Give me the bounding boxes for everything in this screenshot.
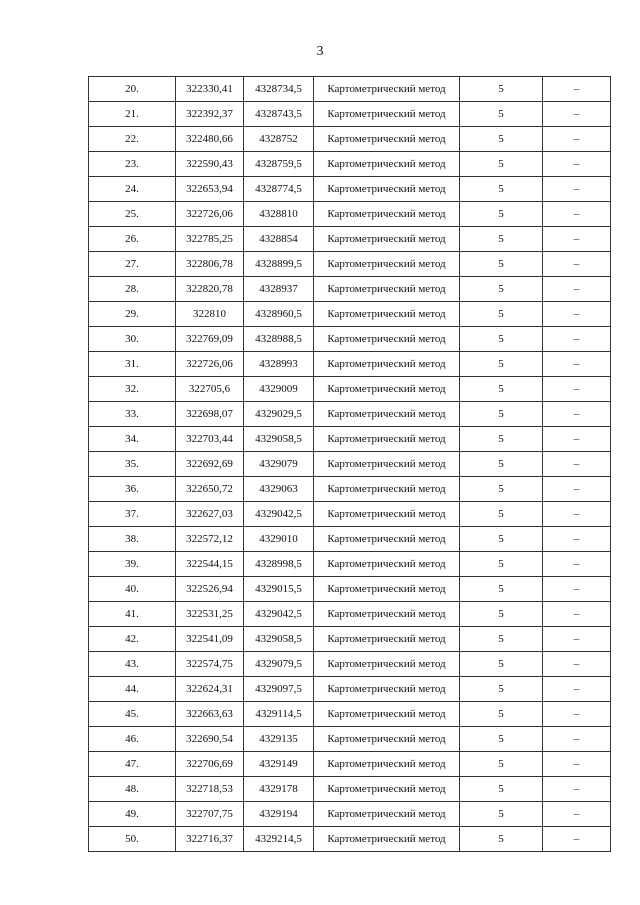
table-cell-note: –	[543, 652, 611, 677]
table-cell-note: –	[543, 677, 611, 702]
table-cell-note: –	[543, 827, 611, 852]
table-cell-accuracy: 5	[460, 702, 543, 727]
table-cell-accuracy: 5	[460, 502, 543, 527]
table-cell-method: Картометрический метод	[314, 702, 460, 727]
table-cell-number: 50.	[89, 827, 176, 852]
table-row	[89, 577, 611, 602]
table-cell-number: 25.	[89, 202, 176, 227]
table-cell-note: –	[543, 277, 611, 302]
table-cell-number: 45.	[89, 702, 176, 727]
table-cell-y: 4329010	[244, 527, 314, 552]
table-cell-method: Картометрический метод	[314, 677, 460, 702]
table-cell-accuracy: 5	[460, 402, 543, 427]
table-cell-x: 322716,37	[176, 827, 244, 852]
table-cell-x: 322480,66	[176, 127, 244, 152]
table-cell-method: Картометрический метод	[314, 177, 460, 202]
table-cell-accuracy: 5	[460, 527, 543, 552]
table-cell-y: 4329135	[244, 727, 314, 752]
table-row	[89, 502, 611, 527]
table-cell-number: 49.	[89, 802, 176, 827]
table-cell-y: 4329079,5	[244, 652, 314, 677]
table-cell-accuracy: 5	[460, 777, 543, 802]
table-cell-y: 4329097,5	[244, 677, 314, 702]
table-cell-y: 4329029,5	[244, 402, 314, 427]
table-cell-note: –	[543, 352, 611, 377]
table-row	[89, 702, 611, 727]
table-cell-number: 23.	[89, 152, 176, 177]
table-cell-x: 322820,78	[176, 277, 244, 302]
table-cell-number: 42.	[89, 627, 176, 652]
table-cell-method: Картометрический метод	[314, 752, 460, 777]
table-cell-number: 48.	[89, 777, 176, 802]
table-cell-accuracy: 5	[460, 352, 543, 377]
table-cell-note: –	[543, 627, 611, 652]
table-row	[89, 452, 611, 477]
table-cell-y: 4329149	[244, 752, 314, 777]
table-cell-method: Картометрический метод	[314, 377, 460, 402]
table-cell-accuracy: 5	[460, 277, 543, 302]
table-cell-y: 4328988,5	[244, 327, 314, 352]
table-cell-y: 4328774,5	[244, 177, 314, 202]
table-cell-method: Картометрический метод	[314, 577, 460, 602]
table-cell-number: 32.	[89, 377, 176, 402]
table-row	[89, 102, 611, 127]
table-cell-note: –	[543, 752, 611, 777]
table-cell-note: –	[543, 377, 611, 402]
table-cell-y: 4328752	[244, 127, 314, 152]
table-cell-number: 21.	[89, 102, 176, 127]
table-cell-y: 4329058,5	[244, 427, 314, 452]
table-cell-number: 46.	[89, 727, 176, 752]
table-cell-y: 4328734,5	[244, 77, 314, 102]
table-cell-note: –	[543, 777, 611, 802]
table-cell-accuracy: 5	[460, 427, 543, 452]
table-cell-number: 36.	[89, 477, 176, 502]
table-cell-method: Картометрический метод	[314, 252, 460, 277]
table-cell-x: 322541,09	[176, 627, 244, 652]
table-cell-y: 4329214,5	[244, 827, 314, 852]
table-cell-y: 4329042,5	[244, 502, 314, 527]
table-cell-method: Картометрический метод	[314, 102, 460, 127]
table-cell-accuracy: 5	[460, 652, 543, 677]
table-cell-x: 322707,75	[176, 802, 244, 827]
table-row	[89, 802, 611, 827]
table-cell-x: 322650,72	[176, 477, 244, 502]
coordinates-table-body	[89, 77, 611, 852]
table-cell-x: 322574,75	[176, 652, 244, 677]
table-cell-note: –	[543, 577, 611, 602]
table-row	[89, 477, 611, 502]
table-cell-accuracy: 5	[460, 802, 543, 827]
table-cell-method: Картометрический метод	[314, 202, 460, 227]
table-cell-number: 30.	[89, 327, 176, 352]
table-cell-note: –	[543, 502, 611, 527]
table-cell-number: 39.	[89, 552, 176, 577]
table-row	[89, 402, 611, 427]
table-cell-x: 322785,25	[176, 227, 244, 252]
table-cell-x: 322692,69	[176, 452, 244, 477]
table-cell-accuracy: 5	[460, 127, 543, 152]
table-cell-accuracy: 5	[460, 477, 543, 502]
table-cell-number: 26.	[89, 227, 176, 252]
table-cell-x: 322572,12	[176, 527, 244, 552]
table-cell-x: 322624,31	[176, 677, 244, 702]
table-cell-accuracy: 5	[460, 202, 543, 227]
table-cell-x: 322769,09	[176, 327, 244, 352]
coordinates-table	[88, 76, 611, 852]
table-cell-y: 4329178	[244, 777, 314, 802]
table-cell-method: Картометрический метод	[314, 302, 460, 327]
table-cell-note: –	[543, 302, 611, 327]
table-cell-x: 322726,06	[176, 352, 244, 377]
table-row	[89, 752, 611, 777]
table-cell-accuracy: 5	[460, 77, 543, 102]
table-cell-accuracy: 5	[460, 677, 543, 702]
table-cell-x: 322705,6	[176, 377, 244, 402]
table-cell-accuracy: 5	[460, 752, 543, 777]
table-cell-method: Картометрический метод	[314, 227, 460, 252]
table-cell-number: 43.	[89, 652, 176, 677]
table-cell-method: Картометрический метод	[314, 527, 460, 552]
table-cell-method: Картометрический метод	[314, 627, 460, 652]
table-cell-y: 4329063	[244, 477, 314, 502]
table-cell-note: –	[543, 177, 611, 202]
table-cell-accuracy: 5	[460, 152, 543, 177]
table-cell-x: 322703,44	[176, 427, 244, 452]
table-cell-number: 20.	[89, 77, 176, 102]
table-cell-y: 4328993	[244, 352, 314, 377]
table-cell-y: 4328759,5	[244, 152, 314, 177]
table-cell-method: Картометрический метод	[314, 502, 460, 527]
table-row	[89, 627, 611, 652]
table-cell-number: 44.	[89, 677, 176, 702]
table-cell-method: Картометрический метод	[314, 602, 460, 627]
table-cell-method: Картометрический метод	[314, 77, 460, 102]
table-row	[89, 552, 611, 577]
table-cell-accuracy: 5	[460, 327, 543, 352]
table-row	[89, 302, 611, 327]
table-cell-accuracy: 5	[460, 627, 543, 652]
table-cell-method: Картометрический метод	[314, 127, 460, 152]
table-cell-number: 28.	[89, 277, 176, 302]
table-cell-number: 41.	[89, 602, 176, 627]
table-cell-note: –	[543, 327, 611, 352]
table-cell-method: Картометрический метод	[314, 327, 460, 352]
table-cell-x: 322726,06	[176, 202, 244, 227]
table-cell-accuracy: 5	[460, 102, 543, 127]
table-row	[89, 352, 611, 377]
table-row	[89, 602, 611, 627]
table-row	[89, 177, 611, 202]
table-cell-y: 4328937	[244, 277, 314, 302]
table-cell-x: 322653,94	[176, 177, 244, 202]
table-row	[89, 327, 611, 352]
table-row	[89, 252, 611, 277]
table-cell-accuracy: 5	[460, 452, 543, 477]
table-cell-method: Картометрический метод	[314, 802, 460, 827]
table-cell-note: –	[543, 802, 611, 827]
table-cell-note: –	[543, 102, 611, 127]
table-cell-method: Картометрический метод	[314, 827, 460, 852]
table-cell-note: –	[543, 427, 611, 452]
table-cell-number: 37.	[89, 502, 176, 527]
table-cell-x: 322531,25	[176, 602, 244, 627]
table-cell-x: 322330,41	[176, 77, 244, 102]
table-cell-y: 4328743,5	[244, 102, 314, 127]
table-row	[89, 652, 611, 677]
table-cell-number: 31.	[89, 352, 176, 377]
table-cell-number: 34.	[89, 427, 176, 452]
page-number: 3	[316, 44, 324, 59]
table-cell-x: 322590,43	[176, 152, 244, 177]
table-cell-x: 322526,94	[176, 577, 244, 602]
table-cell-note: –	[543, 527, 611, 552]
table-row	[89, 677, 611, 702]
table-cell-note: –	[543, 452, 611, 477]
table-cell-note: –	[543, 552, 611, 577]
table-cell-y: 4328960,5	[244, 302, 314, 327]
table-cell-accuracy: 5	[460, 177, 543, 202]
table-cell-x: 322544,15	[176, 552, 244, 577]
table-cell-number: 47.	[89, 752, 176, 777]
table-cell-accuracy: 5	[460, 252, 543, 277]
table-cell-method: Картометрический метод	[314, 402, 460, 427]
table-cell-y: 4328854	[244, 227, 314, 252]
table-row	[89, 827, 611, 852]
table-cell-y: 4329042,5	[244, 602, 314, 627]
table-row	[89, 127, 611, 152]
table-cell-method: Картометрический метод	[314, 427, 460, 452]
table-cell-note: –	[543, 127, 611, 152]
table-cell-method: Картометрический метод	[314, 477, 460, 502]
table-cell-y: 4328998,5	[244, 552, 314, 577]
table-cell-x: 322810	[176, 302, 244, 327]
table-cell-accuracy: 5	[460, 727, 543, 752]
table-cell-x: 322718,53	[176, 777, 244, 802]
table-cell-method: Картометрический метод	[314, 452, 460, 477]
table-cell-x: 322706,69	[176, 752, 244, 777]
table-cell-accuracy: 5	[460, 377, 543, 402]
table-row	[89, 227, 611, 252]
table-row	[89, 427, 611, 452]
table-cell-accuracy: 5	[460, 827, 543, 852]
table-cell-x: 322698,07	[176, 402, 244, 427]
table-cell-number: 27.	[89, 252, 176, 277]
table-cell-y: 4328810	[244, 202, 314, 227]
table-cell-note: –	[543, 252, 611, 277]
table-cell-method: Картометрический метод	[314, 552, 460, 577]
table-cell-y: 4329058,5	[244, 627, 314, 652]
table-row	[89, 377, 611, 402]
table-cell-number: 40.	[89, 577, 176, 602]
table-cell-accuracy: 5	[460, 577, 543, 602]
table-cell-method: Картометрический метод	[314, 152, 460, 177]
table-cell-method: Картометрический метод	[314, 277, 460, 302]
table-cell-note: –	[543, 702, 611, 727]
table-cell-note: –	[543, 152, 611, 177]
table-cell-y: 4329194	[244, 802, 314, 827]
table-cell-note: –	[543, 227, 611, 252]
table-cell-accuracy: 5	[460, 552, 543, 577]
table-cell-y: 4328899,5	[244, 252, 314, 277]
table-cell-note: –	[543, 477, 611, 502]
table-cell-note: –	[543, 202, 611, 227]
table-cell-y: 4329009	[244, 377, 314, 402]
table-cell-number: 22.	[89, 127, 176, 152]
table-cell-note: –	[543, 77, 611, 102]
table-cell-x: 322627,03	[176, 502, 244, 527]
table-cell-number: 38.	[89, 527, 176, 552]
table-cell-y: 4329015,5	[244, 577, 314, 602]
table-cell-y: 4329079	[244, 452, 314, 477]
table-cell-x: 322392,37	[176, 102, 244, 127]
table-cell-method: Картометрический метод	[314, 352, 460, 377]
table-cell-accuracy: 5	[460, 602, 543, 627]
table-cell-note: –	[543, 602, 611, 627]
table-cell-number: 35.	[89, 452, 176, 477]
table-row	[89, 727, 611, 752]
table-cell-note: –	[543, 727, 611, 752]
table-cell-method: Картометрический метод	[314, 727, 460, 752]
table-cell-x: 322663,63	[176, 702, 244, 727]
table-cell-note: –	[543, 402, 611, 427]
table-cell-x: 322806,78	[176, 252, 244, 277]
table-cell-number: 33.	[89, 402, 176, 427]
table-cell-number: 29.	[89, 302, 176, 327]
table-row	[89, 277, 611, 302]
table-cell-method: Картометрический метод	[314, 777, 460, 802]
table-cell-accuracy: 5	[460, 302, 543, 327]
table-cell-accuracy: 5	[460, 227, 543, 252]
table-row	[89, 152, 611, 177]
table-row	[89, 777, 611, 802]
table-cell-number: 24.	[89, 177, 176, 202]
table-cell-x: 322690,54	[176, 727, 244, 752]
table-row	[89, 77, 611, 102]
table-cell-method: Картометрический метод	[314, 652, 460, 677]
table-cell-y: 4329114,5	[244, 702, 314, 727]
table-row	[89, 527, 611, 552]
table-row	[89, 202, 611, 227]
